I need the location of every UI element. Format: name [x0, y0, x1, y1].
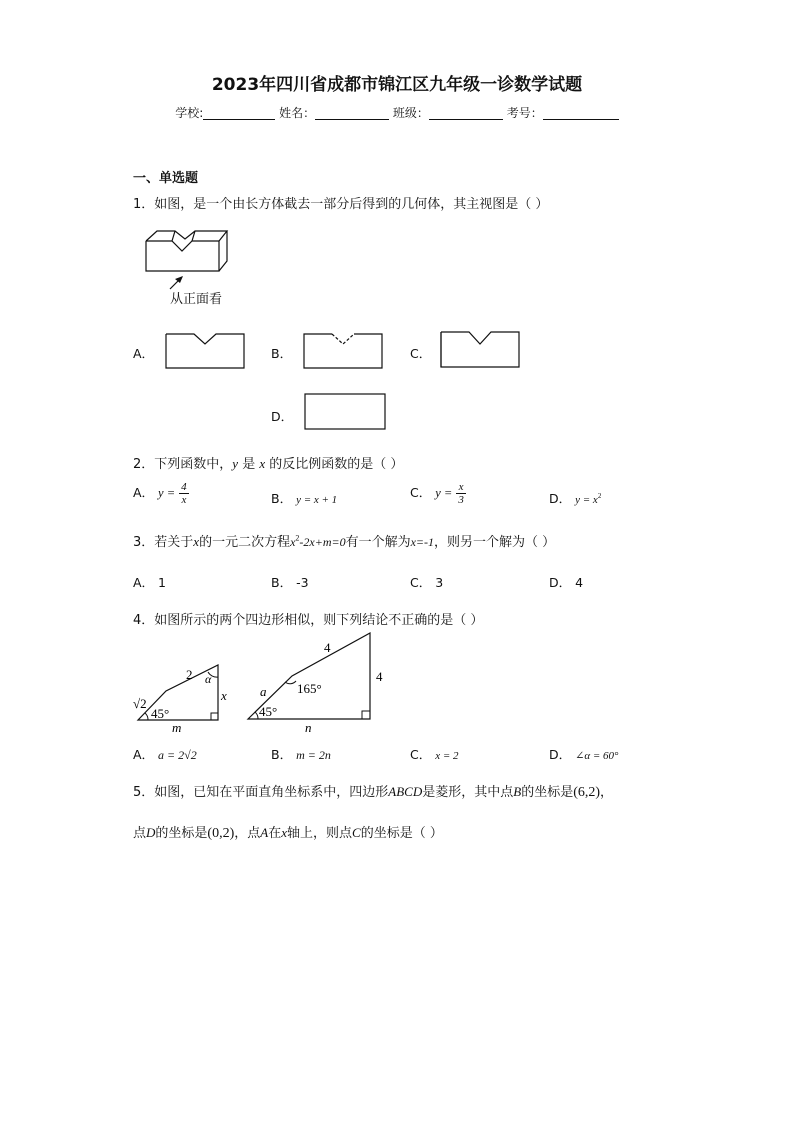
page-title: 2023年四川省成都市锦江区九年级一诊数学试题 [211, 75, 583, 95]
question-4-text: 4．如图所示的两个四边形相似，则下列结论不正确的是（ ） [133, 613, 484, 628]
q1-figure-caption: 从正面看 [170, 292, 223, 307]
class-label: 班级： [392, 106, 429, 120]
q2-option-b[interactable]: B． y = x + 1 [271, 491, 338, 506]
q3-option-b[interactable]: B． -3 [271, 575, 309, 590]
q4-option-b[interactable]: B． m = 2n [271, 747, 331, 762]
question-3-text: 3．若关于x的一元二次方程$x^2-2x+m=0$有一个解为x=-1，则另一个解为（ ） [133, 533, 556, 550]
q4-fig1-left-label: √2 [133, 696, 147, 711]
q4-large-quadrilateral [240, 628, 395, 738]
q1-option-d-figure[interactable] [303, 392, 387, 432]
q3-option-a[interactable]: A． 1 [133, 575, 166, 590]
question-5-line-2: 点D的坐标是(0,2)，点A在x轴上，则点C的坐标是（ ） [133, 825, 443, 841]
q4-fig2-top-label: 4 [324, 640, 331, 655]
school-blank[interactable] [203, 107, 275, 120]
q4-option-a[interactable]: A． a = 2√2 [133, 747, 197, 762]
question-2-text: 2．下列函数中，y 是 x 的反比例函数的是（ ） [133, 456, 404, 472]
q2-option-a[interactable]: A． y = $\frac{4}{x}$ [133, 481, 187, 506]
q4-fig1-alpha-label: α [205, 672, 212, 686]
q4-fig1-right-label: x [221, 688, 227, 703]
q4-option-c[interactable]: C． x = 2 [410, 747, 459, 762]
q1-option-c-label[interactable]: C． [410, 346, 432, 361]
q1-option-a-figure[interactable] [164, 332, 248, 372]
q1-option-b-label[interactable]: B． [271, 346, 293, 361]
q1-solid-right-face [219, 231, 227, 271]
q4-fig1-bottom-label: m [172, 720, 182, 735]
class-blank[interactable] [429, 107, 503, 120]
q3-option-c[interactable]: C． 3 [410, 575, 444, 590]
name-blank[interactable] [315, 107, 389, 120]
q1-solid-top-face [146, 231, 227, 241]
q2-option-a-fraction: $\frac{4}{x}$ [181, 481, 187, 506]
section-title: 一、单选题 [133, 171, 199, 186]
name-label: 姓名： [279, 106, 316, 120]
q1-option-c-figure[interactable] [439, 330, 523, 370]
question-5-line-1: 5．如图，已知在平面直角坐标系中，四边形ABCD是菱形，其中点B的坐标是(6,2)， [133, 784, 614, 800]
q1-option-a-label[interactable]: A． [133, 346, 155, 361]
q2-option-d[interactable]: D． $y = x^2$ [549, 491, 602, 506]
q4-fig1-angle-label: 45° [151, 706, 170, 721]
question-1-text: 1．如图，是一个由长方体截去一部分后得到的几何体，其主视图是（ ） [133, 197, 549, 212]
q4-fig2-obtuse-label: 165° [297, 681, 322, 696]
q1-option-d-label[interactable]: D． [271, 409, 294, 424]
student-info-line [0, 104, 794, 121]
q3-option-d[interactable]: D． 4 [549, 575, 584, 590]
q4-fig1-top-label: 2 [186, 667, 193, 682]
q2-option-c[interactable]: C． y = $\frac{x}{3}$ [410, 481, 464, 506]
q4-fig2-right-label: 4 [376, 669, 383, 684]
q2-option-c-fraction: $\frac{x}{3}$ [458, 481, 464, 506]
q4-option-d[interactable]: D． ∠α = 60° [549, 747, 619, 762]
q4-fig2-bottom-label: n [305, 720, 312, 735]
id-blank[interactable] [543, 107, 619, 120]
q1-option-b-figure[interactable] [302, 332, 386, 372]
q4-fig2-left-label: a [260, 684, 267, 699]
q1-solid-front-face [146, 241, 219, 271]
q4-small-quadrilateral [132, 660, 234, 736]
school-label: 学校: [175, 106, 204, 120]
id-label: 考号： [506, 106, 543, 120]
q4-fig2-angle-label: 45° [259, 704, 278, 719]
